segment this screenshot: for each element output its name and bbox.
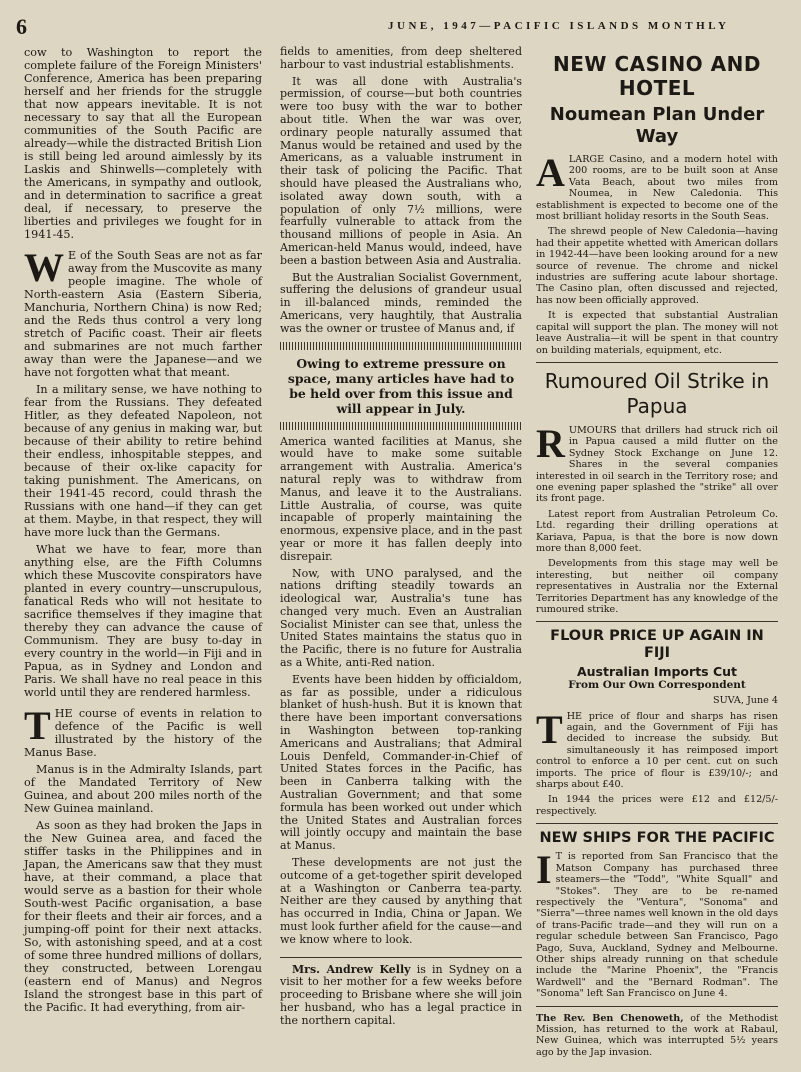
paragraph-text: HE course of events in relation to defence of the Pacific is well illustrated by the history of the Manus Base. bbox=[24, 707, 262, 759]
space-notice: Owing to extreme pressure on space, many articles have had to be held over from this issue and will appear in July. bbox=[287, 355, 515, 416]
drop-cap: W bbox=[24, 245, 64, 290]
ornamental-rule bbox=[280, 342, 522, 350]
personal-note bbox=[536, 1013, 778, 1059]
drop-cap: R bbox=[536, 420, 565, 466]
paragraph: Events have been hidden by officialdom, as far as possible, under a ridiculous blanket of hush-hush. But it is known that there have been important conversations in Washington between top-ranking Americans and Australians; that Admiral Louis Denfeld, Commander-in-Chief of United States forces in the Pacific, has been in Canberra talking with the Australian Government; and that some formula has been worked out under which the United States and Australian forces will jointly occupy and maintain the base at Manus. bbox=[280, 672, 522, 853]
divider bbox=[536, 621, 778, 622]
paragraph-text: UMOURS that drillers had struck rich oil in Papua caused a mild flutter on the Sydney Stock Exchange on June 12. Shares in the several companies interested in oil search in the Territory rose; and one evening paper splashed the "strike" all over its front page. bbox=[536, 424, 778, 505]
paragraph: Latest report from Australian Petroleum Co. Ltd. regarding their drilling operations at Kariava, Papua, is that the bore is now down more than 8,000 feet. bbox=[536, 508, 778, 554]
paragraph: The shrewd people of New Caledonia—having had their appetite whetted with American dollars in 1942-44—have been looking around for a new source of revenue. The chrome and nickel industries are suffering acute labour shortage. The Casino plan, often discussed and rejected, has now been officially approved. bbox=[536, 226, 778, 306]
person-name: Mrs. Andrew Kelly bbox=[292, 962, 411, 976]
paragraph: It is expected that substantial Australian capital will support the plan. The money will not leave Australia—it will be spent in that country on building materials, equipment, etc. bbox=[536, 310, 778, 356]
paragraph: As soon as they had broken the Japs in the New Guinea area, and faced the stiffer tasks in the Philippines and in Japan, the Americans saw that they must have, at their command, a place that would serve as a bastion for their whole South-west Pacific organisation, a base for their fleets and their air forces, and a jumping-off point for their next attacks. So, with astonishing speed, and at a cost of some three hundred millions of dollars, they constructed, between Lorengau (eastern end of Manus) and Negros Island the strongest base in this part of the Pacific. It had everything, from air- bbox=[24, 819, 262, 1014]
paragraph: Now, with UNO paralysed, and the nations drifting steadily towards an ideological war, Australia's tune has changed very much. Even an Australian Socialist Minister can see that, unless the United States maintains the status quo in the Pacific, there is no future for Australia as a White, anti-Red nation. bbox=[280, 566, 522, 670]
page-number: 6 bbox=[16, 14, 27, 39]
ornamental-rule bbox=[280, 422, 522, 430]
subhead-casino: Noumean Plan Under Way bbox=[549, 104, 765, 147]
paragraph: These developments are not just the outcome of a get-together spirit developed at a Washington or Canberra tea-party. Neither are they caused by anything that has occurred in India, China or Japan. We must look further afield for the cause—and we know where to look. bbox=[280, 856, 522, 946]
divider bbox=[536, 362, 778, 363]
paragraph: In 1944 the prices were £12 and £12/5/- respectively. bbox=[536, 794, 778, 817]
running-header: JUNE, 1947—PACIFIC ISLANDS MONTHLY bbox=[388, 20, 730, 32]
paragraph: fields to amenities, from deep sheltered harbour to vast industrial establishments. bbox=[280, 45, 522, 71]
paragraph: Developments from this stage may well be interesting, but neither oil company representatives in Australia nor the External Territories Department has any knowledge of the rumoured strike. bbox=[536, 558, 778, 615]
personal-note bbox=[280, 964, 522, 1028]
paragraph-text: T is reported from San Francisco that the Matson Company has purchased three steamers—the "Todd", "White Squall" and "Stokes". They are to be re-named respectively the "Ventura", "Sonoma" and "Sierra"—three names well known in the old days of trans-Pacific trade—and they will run on a regular schedule between San Francisco, Pago Pago, Suva, Auckland, Sydney and Melbourne. Other ships already running on that schedule include the "Marine Phoenix", the "Francis Wardwell" and the "Bernard Rodman". The "Sonoma" left San Francisco on June 4. bbox=[536, 851, 778, 1000]
dateline: SUVA, June 4 bbox=[713, 695, 778, 707]
paragraph: It was all done with Australia's permission, of course—but both countries were too busy with the war to bother about title. When the war was over, ordinary people naturally assumed that Manus would be retained and used by the Americans, as a valuable instrument in their task of policing the Pacific. That should have pleased the Australians who, isolated away down south, with a population of only 7½ millions, were fearfully vulnerable to attack from the thousand millions of people in Asia. An American-held Manus would, indeed, have been a bastion between Asia and Australia. bbox=[280, 74, 522, 267]
drop-cap: A bbox=[536, 150, 565, 195]
paragraph: What we have to fear, more than anything else, are the Fifth Columns which these Muscovite conspirators have planted in every country—unscrupulous, fanatical Reds who will not hesitate to sacrifice themselves if they imagine that thereby they can advance the cause of Communism. They are busy to-day in every country in the world—in Fiji and in Papua, as in Sydney and London and Paris. We shall have no real peace in this world until they are rendered harmless. bbox=[24, 543, 262, 699]
paragraph bbox=[24, 245, 262, 379]
paragraph-text: of the Methodist Mission, has returned to the work at Rabaul, New Guinea, which was interrupted 5½ years ago by the Jap invasion. bbox=[536, 1012, 778, 1058]
paragraph bbox=[536, 420, 778, 505]
paragraph: cow to Washington to report the complete failure of the Foreign Ministers' Conference, America has been preparing herself and her friends for the struggle that now appears inevitable. It is not necessary to say that all the European communities of the South Pacific are already—while the distracted British Lion is still being led around aimlessly by its Laskis and Shinwells—completely with the Americans, in sympathy and outlook, and in determination to sacrifice a great deal, if necessary, to preserve the liberties and privileges we fought for in 1941-45. bbox=[24, 46, 262, 241]
divider bbox=[536, 823, 778, 824]
paragraph bbox=[536, 847, 778, 1000]
subhead-flour: Australian Imports Cut bbox=[576, 664, 738, 680]
paragraph: But the Australian Socialist Government, suffering the delusions of grandeur usual in ill-balanced minds, reminded the Americans, very haughtily, that Australia was the owner or trustee of Manus and, if bbox=[280, 270, 522, 335]
column-3 bbox=[536, 52, 778, 1062]
divider bbox=[280, 957, 522, 958]
drop-cap: I bbox=[536, 847, 552, 893]
paragraph-text: HE price of flour and sharps has risen again, and the Government of Fiji has decided to increase the subsidy. But simultaneously it has reimposed import control to enforce a 10 per cent. cut on such imports. The price of flour is £39/10/-; and sharps about £40. bbox=[536, 710, 778, 791]
byline: From Our Own Correspondent bbox=[568, 678, 746, 691]
headline-flour: FLOUR PRICE UP AGAIN IN FIJI bbox=[550, 628, 764, 662]
paragraph: Manus is in the Admiralty Islands, part of the Mandated Territory of New Guinea, and about 200 miles north of the New Guinea mainland. bbox=[24, 763, 262, 815]
drop-cap: T bbox=[536, 706, 563, 752]
paragraph bbox=[24, 703, 262, 759]
paragraph: In a military sense, we have nothing to fear from the Russians. They defeated Hitler, as they defeated Napoleon, not because of any genius in making war, but because of their ability to retire behind their endless, inhospitable steppes, and because of their ox-like capacity for taking punishment. The Americans, on their 1941-45 record, could thrash the Russians with one hand—if they can get at them. Maybe, in that respect, they will have more luck than the Germans. bbox=[24, 383, 262, 539]
headline-oil: Rumoured Oil Strike in Papua bbox=[544, 368, 770, 418]
paragraph-text: is in Sydney on a visit to her mother for a few weeks before proceeding to Brisbane where she will join her husband, who has a legal practice in the northern capital. bbox=[280, 962, 522, 1027]
column-2 bbox=[280, 46, 522, 1032]
person-name: The Rev. Ben Chenoweth, bbox=[536, 1012, 684, 1024]
paragraph bbox=[536, 706, 778, 791]
paragraph-text: E of the South Seas are not as far away from the Muscovite as many people imagine. The whole of North-eastern Asia (Eastern Siberia, Manchuria, Northern China) is now Red; and the Reds thus control a very long stretch of Pacific coast. Their air fleets and submarines are not much farther away than were the Japanese—and we have not forgotten what that meant. bbox=[24, 249, 262, 379]
headline-casino: NEW CASINO AND HOTEL bbox=[553, 52, 761, 100]
paragraph-text: LARGE Casino, and a modern hotel with 200 rooms, are to be built soon at Anse Vata Beach, about two miles from Noumea, in New Caledonia. This establishment is expected to become one of the most brilliant holiday resorts in the South Seas. bbox=[536, 154, 778, 223]
column-1 bbox=[24, 46, 262, 1018]
headline-ships: NEW SHIPS FOR THE PACIFIC bbox=[539, 830, 775, 847]
paragraph bbox=[536, 150, 778, 223]
drop-cap: T bbox=[24, 703, 51, 748]
paragraph: America wanted facilities at Manus, she would have to make some suitable arrangement with Australia. America's natural reply was to withdraw from Manus, and leave it to the Australians. Little Australia, of course, was quite incapable of properly maintaining the enormous, expensive place, and in the past year or more it has fallen deeply into disrepair. bbox=[280, 434, 522, 563]
divider bbox=[536, 1006, 778, 1007]
